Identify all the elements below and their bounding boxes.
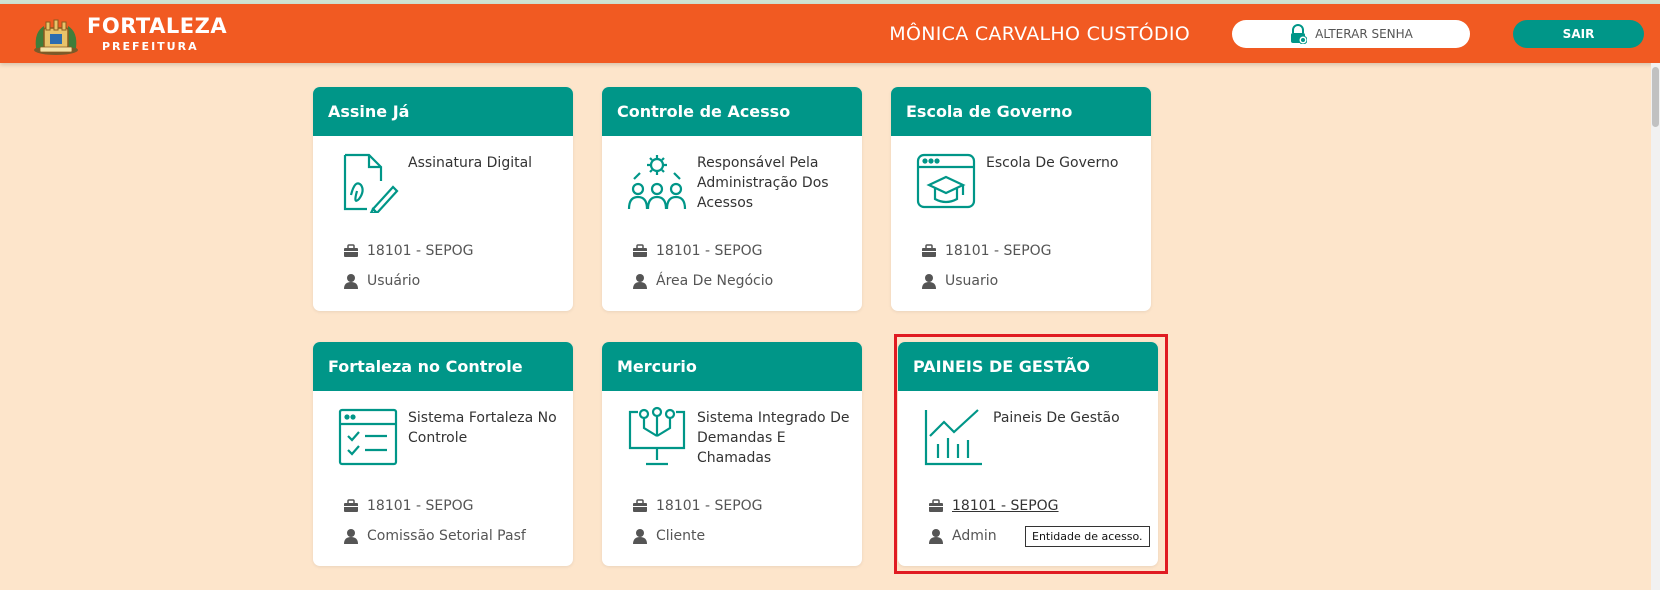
card-description: Assinatura Digital — [408, 155, 533, 171]
card-role — [921, 273, 998, 289]
people-gear-icon — [626, 151, 688, 213]
card-organization[interactable] — [928, 498, 1059, 514]
card-title: PAINEIS DE GESTÃO — [898, 342, 1158, 391]
briefcase-icon — [632, 243, 648, 259]
page-scrollbar[interactable] — [1651, 63, 1660, 590]
graduation-window-icon — [915, 151, 977, 213]
card-title: Escola de Governo — [891, 87, 1151, 136]
role-label: Cliente — [656, 528, 706, 544]
scrollbar-thumb[interactable] — [1652, 67, 1659, 127]
app-card-assine-ja[interactable] — [313, 87, 573, 311]
change-password-label: ALTERAR SENHA — [1315, 27, 1413, 41]
card-title: Mercurio — [602, 342, 862, 391]
app-card-mercurio[interactable] — [602, 342, 862, 566]
card-role — [343, 528, 526, 544]
app-card-fortaleza-controle[interactable] — [313, 342, 573, 566]
card-title: Fortaleza no Controle — [313, 342, 573, 391]
card-title: Controle de Acesso — [602, 87, 862, 136]
card-description: Escola De Governo — [986, 155, 1119, 171]
lock-icon — [1289, 24, 1307, 44]
fortaleza-logo[interactable] — [30, 14, 228, 56]
organization-label: 18101 - SEPOG — [945, 243, 1052, 259]
checklist-window-icon — [337, 406, 399, 468]
briefcase-icon — [928, 498, 944, 514]
card-role — [632, 528, 705, 544]
chart-dashboard-icon — [922, 406, 984, 468]
card-organization — [343, 243, 474, 259]
card-title: Assine Já — [313, 87, 573, 136]
card-role — [632, 273, 773, 289]
card-description: Paineis De Gestão — [993, 410, 1120, 426]
monitor-network-icon — [626, 406, 688, 468]
logo-title: FORTALEZA — [87, 14, 228, 38]
app-card-controle-acesso[interactable] — [602, 87, 862, 311]
card-organization — [632, 498, 763, 514]
role-label: Área De Negócio — [656, 273, 774, 289]
briefcase-icon — [632, 498, 648, 514]
organization-label: 18101 - SEPOG — [367, 243, 474, 259]
card-role — [928, 528, 997, 544]
role-label: Usuário — [367, 273, 421, 289]
role-label: Usuario — [945, 273, 999, 289]
user-icon — [632, 528, 648, 544]
organization-label: 18101 - SEPOG — [656, 498, 763, 514]
card-description: Responsável Pela Administração Dos Acessos — [697, 155, 829, 211]
role-label: Comissão Setorial Pasf — [367, 528, 526, 544]
organization-label: 18101 - SEPOG — [367, 498, 474, 514]
app-card-escola-governo[interactable] — [891, 87, 1151, 311]
card-organization — [343, 498, 474, 514]
card-description: Sistema Integrado De Demandas E Chamadas — [697, 410, 850, 466]
briefcase-icon — [343, 243, 359, 259]
card-description: Sistema Fortaleza No Controle — [408, 410, 557, 446]
card-organization — [921, 243, 1052, 259]
card-organization — [632, 243, 763, 259]
logout-button[interactable]: SAIR — [1513, 20, 1644, 48]
logo-subtitle: PREFEITURA — [102, 40, 199, 53]
card-role — [343, 273, 420, 289]
user-name: MÔNICA CARVALHO CUSTÓDIO — [889, 23, 1190, 45]
organization-label: 18101 - SEPOG — [656, 243, 763, 259]
role-label: Admin — [952, 528, 997, 544]
change-password-button[interactable] — [1232, 20, 1470, 48]
user-icon — [343, 528, 359, 544]
briefcase-icon — [343, 498, 359, 514]
tooltip: Entidade de acesso. — [1025, 526, 1150, 547]
organization-label[interactable]: 18101 - SEPOG — [952, 498, 1059, 514]
city-emblem-icon — [30, 14, 82, 56]
user-icon — [928, 528, 944, 544]
user-icon — [921, 273, 937, 289]
user-icon — [343, 273, 359, 289]
user-icon — [632, 273, 648, 289]
signature-document-icon — [337, 151, 399, 213]
app-header — [0, 4, 1660, 63]
briefcase-icon — [921, 243, 937, 259]
